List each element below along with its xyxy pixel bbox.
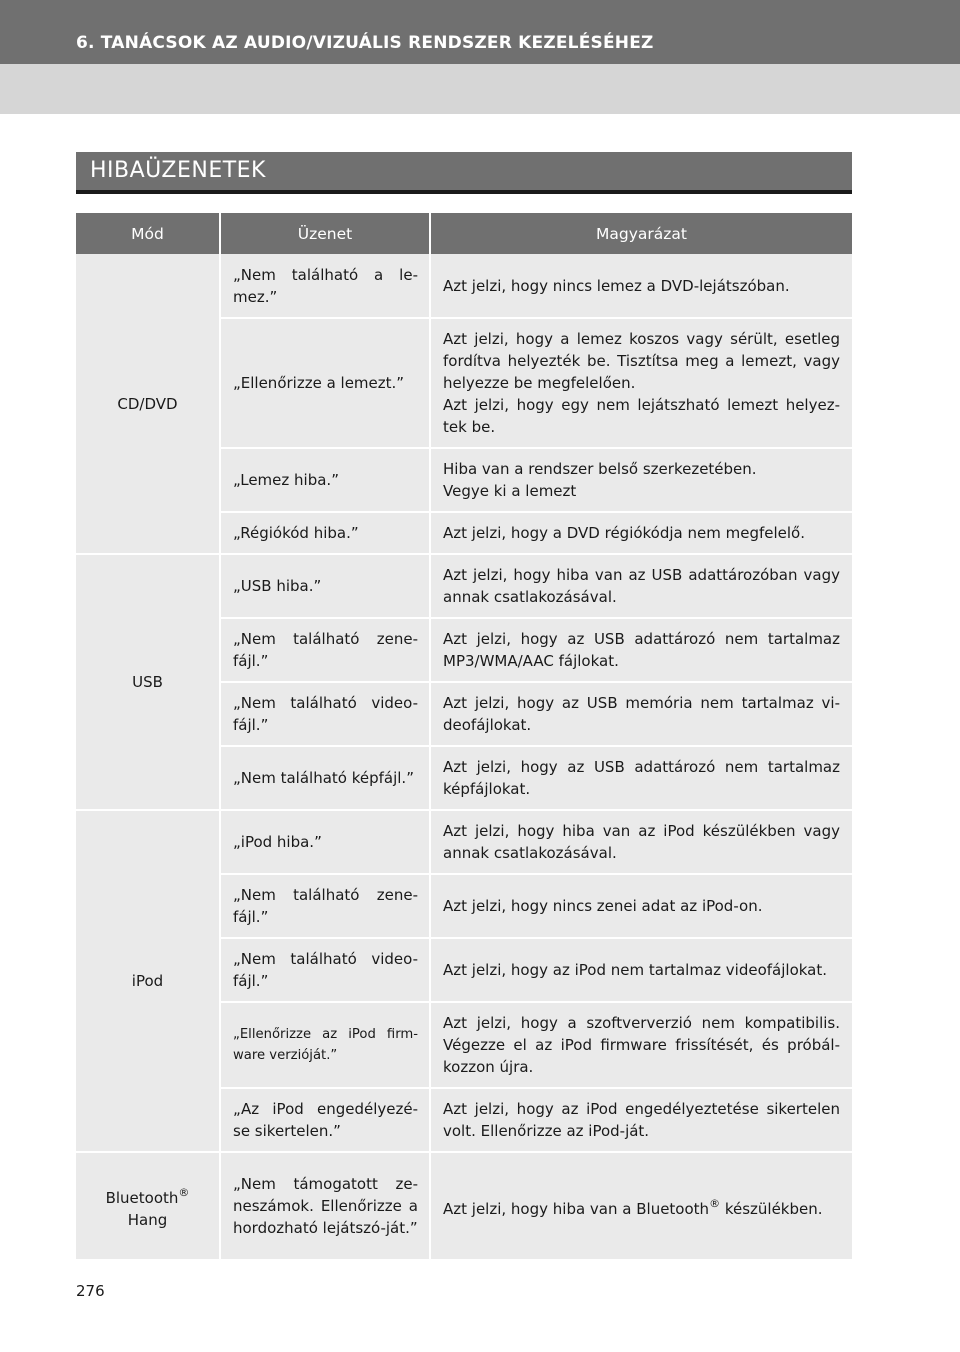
table-row [76, 254, 852, 318]
message-cell: „Nem található képfájl.” [220, 746, 430, 810]
description-line: Vegye ki a lemezt [443, 482, 577, 500]
description-line: Azt jelzi, hogy a lemez koszos vagy sérült, esetleg fordítva helyezték be. Tisztítsa meg a lemezt, vagy helyezze be megfelelően. [443, 330, 840, 392]
message-cell: „iPod hiba.” [220, 810, 430, 874]
description-cell: Azt jelzi, hogy az iPod engedélyeztetése sikertelen volt. Ellenőrizze az iPod-ját. [430, 1088, 852, 1152]
message-cell: „Nem támogatott ze-neszámok. Ellenőrizze a hordozható lejátszó-ját.” [220, 1152, 430, 1260]
description-cell: Azt jelzi, hogy nincs zenei adat az iPod-on. [430, 874, 852, 938]
column-header-message: Üzenet [220, 213, 430, 254]
description-cell: Azt jelzi, hogy a DVD régiókódja nem megfelelő. [430, 512, 852, 554]
header-subband [0, 64, 960, 114]
description-cell: Azt jelzi, hogy az USB memória nem tartalmaz vi-deofájlokat. [430, 682, 852, 746]
message-cell: „Régiókód hiba.” [220, 512, 430, 554]
registered-mark: ® [178, 1185, 190, 1199]
message-cell: „Az iPod engedélyezé-se sikertelen.” [220, 1088, 430, 1152]
description-cell: Azt jelzi, hogy az USB adattározó nem tartalmaz képfájlokat. [430, 746, 852, 810]
mode-cell-usb: USB [76, 554, 220, 810]
column-header-mode: Mód [76, 213, 220, 254]
table-row [76, 554, 852, 618]
message-cell: „USB hiba.” [220, 554, 430, 618]
mode-cell-ipod: iPod [76, 810, 220, 1152]
mode-label: Bluetooth [105, 1188, 179, 1207]
description-cell: Azt jelzi, hogy nincs lemez a DVD-lejátszóban. [430, 254, 852, 318]
description-text: Azt jelzi, hogy hiba van a Bluetooth [443, 1199, 710, 1218]
description-cell [430, 318, 852, 448]
description-cell [430, 1152, 852, 1260]
description-cell: Azt jelzi, hogy az iPod nem tartalmaz videofájlokat. [430, 938, 852, 1002]
message-cell: „Nem található a le-mez.” [220, 254, 430, 318]
description-cell: Azt jelzi, hogy hiba van az USB adattározóban vagy annak csatlakozásával. [430, 554, 852, 618]
header-band [0, 0, 960, 64]
section-title-bar [76, 152, 852, 194]
description-line: Azt jelzi, hogy egy nem lejátszható lemezt helyez-tek be. [443, 396, 840, 436]
table-row [76, 810, 852, 874]
description-line: Hiba van a rendszer belső szerkezetében. [443, 460, 757, 478]
description-cell: Azt jelzi, hogy hiba van az iPod készülékben vagy annak csatlakozásával. [430, 810, 852, 874]
mode-cell-bluetooth [76, 1152, 220, 1260]
page-number: 276 [76, 1282, 105, 1300]
chapter-title: 6. TANÁCSOK AZ AUDIO/VIZUÁLIS RENDSZER KEZELÉSÉHEZ [76, 33, 654, 53]
message-cell: „Lemez hiba.” [220, 448, 430, 512]
table-header-row [76, 213, 852, 254]
description-cell [430, 448, 852, 512]
message-cell: „Nem található video-fájl.” [220, 938, 430, 1002]
registered-mark: ® [709, 1196, 721, 1210]
table-row [76, 1152, 852, 1260]
mode-label-line [82, 1182, 213, 1209]
message-cell: „Ellenőrizze az iPod firm-ware verzióját.” [220, 1002, 430, 1088]
description-text-tail: készülékben. [720, 1199, 823, 1218]
mode-label-line: Hang [127, 1210, 168, 1229]
message-cell: „Nem található zene-fájl.” [220, 874, 430, 938]
column-header-explanation: Magyarázat [430, 213, 852, 254]
description-cell: Azt jelzi, hogy a szoftververzió nem kompatibilis. Végezze el az iPod firmware frissítését, és próbál-kozzon újra. [430, 1002, 852, 1088]
error-messages-table [76, 213, 852, 1261]
description-cell: Azt jelzi, hogy az USB adattározó nem tartalmaz MP3/WMA/AAC fájlokat. [430, 618, 852, 682]
mode-cell-cddvd: CD/DVD [76, 254, 220, 554]
message-cell: „Nem található zene-fájl.” [220, 618, 430, 682]
message-cell: „Nem található video-fájl.” [220, 682, 430, 746]
message-cell: „Ellenőrizze a lemezt.” [220, 318, 430, 448]
section-title: HIBAÜZENETEK [90, 158, 266, 183]
